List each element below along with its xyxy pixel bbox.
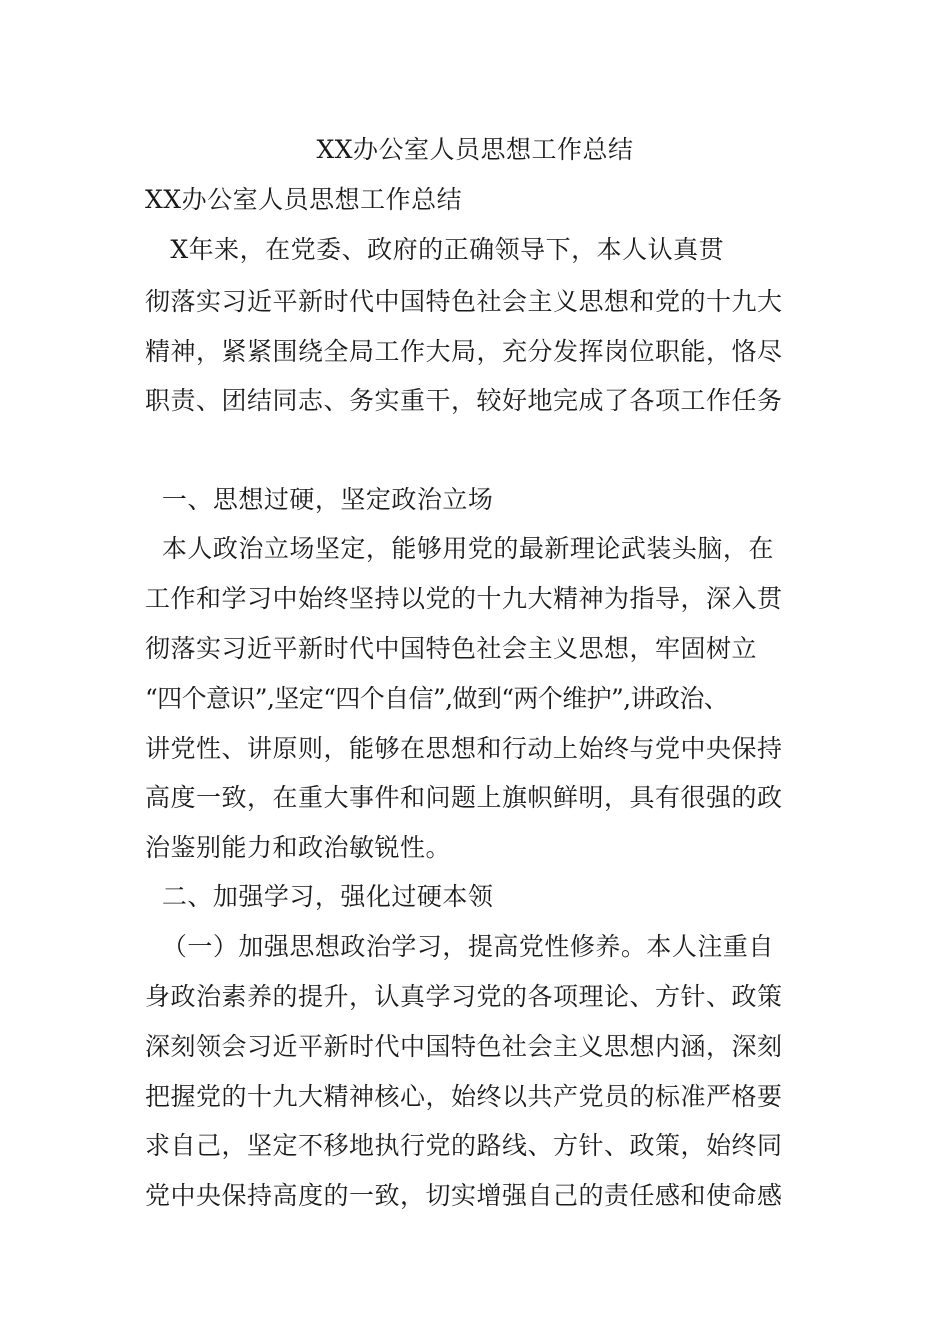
body-line-1: X年来，在党委、政府的正确领导下，本人认真贯: [145, 235, 725, 264]
body-line-9: 彻落实习近平新时代中国特色社会主义思想，牢固树立: [145, 634, 758, 663]
body-line-19: 求自己，坚定不移地执行党的路线、方针、政策，始终同: [145, 1131, 783, 1160]
body-line-7: 本人政治立场坚定，能够用党的最新理论武装头脑，在: [145, 534, 774, 563]
body-line-20: 党中央保持高度的一致，切实增强自己的责任感和使命感: [145, 1181, 783, 1210]
body-line-2: 彻落实习近平新时代中国特色社会主义思想和党的十九大: [145, 287, 783, 316]
document-subtitle: XX办公室人员思想工作总结: [145, 185, 463, 214]
body-line-12: 高度一致，在重大事件和问题上旗帜鲜明，具有很强的政: [145, 783, 783, 812]
body-line-11: 讲党性、讲原则，能够在思想和行动上始终与党中央保持: [145, 734, 783, 763]
body-line-3: 精神，紧紧围绕全局工作大局，充分发挥岗位职能，恪尽: [145, 337, 783, 366]
body-line-13: 治鉴别能力和政治敏锐性。: [145, 833, 452, 862]
body-line-16: 身政治素养的提升，认真学习党的各项理论、方针、政策: [145, 982, 783, 1011]
section-heading-1: 一、思想过硬，坚定政治立场: [145, 485, 494, 514]
body-line-15: （一）加强思想政治学习，提高党性修养。本人注重自: [145, 932, 774, 961]
body-line-18: 把握党的十九大精神核心，始终以共产党员的标准严格要: [145, 1082, 783, 1111]
body-line-4: 职责、团结同志、务实重干，较好地完成了各项工作任务: [145, 386, 783, 415]
body-line-8: 工作和学习中始终坚持以党的十九大精神为指导，深入贯: [145, 584, 783, 613]
body-line-17: 深刻领会习近平新时代中国特色社会主义思想内涵，深刻: [145, 1032, 783, 1061]
document-title: XX办公室人员思想工作总结: [316, 135, 634, 164]
body-line-10: “四个意识”,坚定“四个自信”,做到“两个维护”,讲政治、: [145, 684, 729, 713]
body-line-5: [145, 434, 815, 468]
section-heading-2: 二、加强学习，强化过硬本领: [145, 882, 494, 911]
